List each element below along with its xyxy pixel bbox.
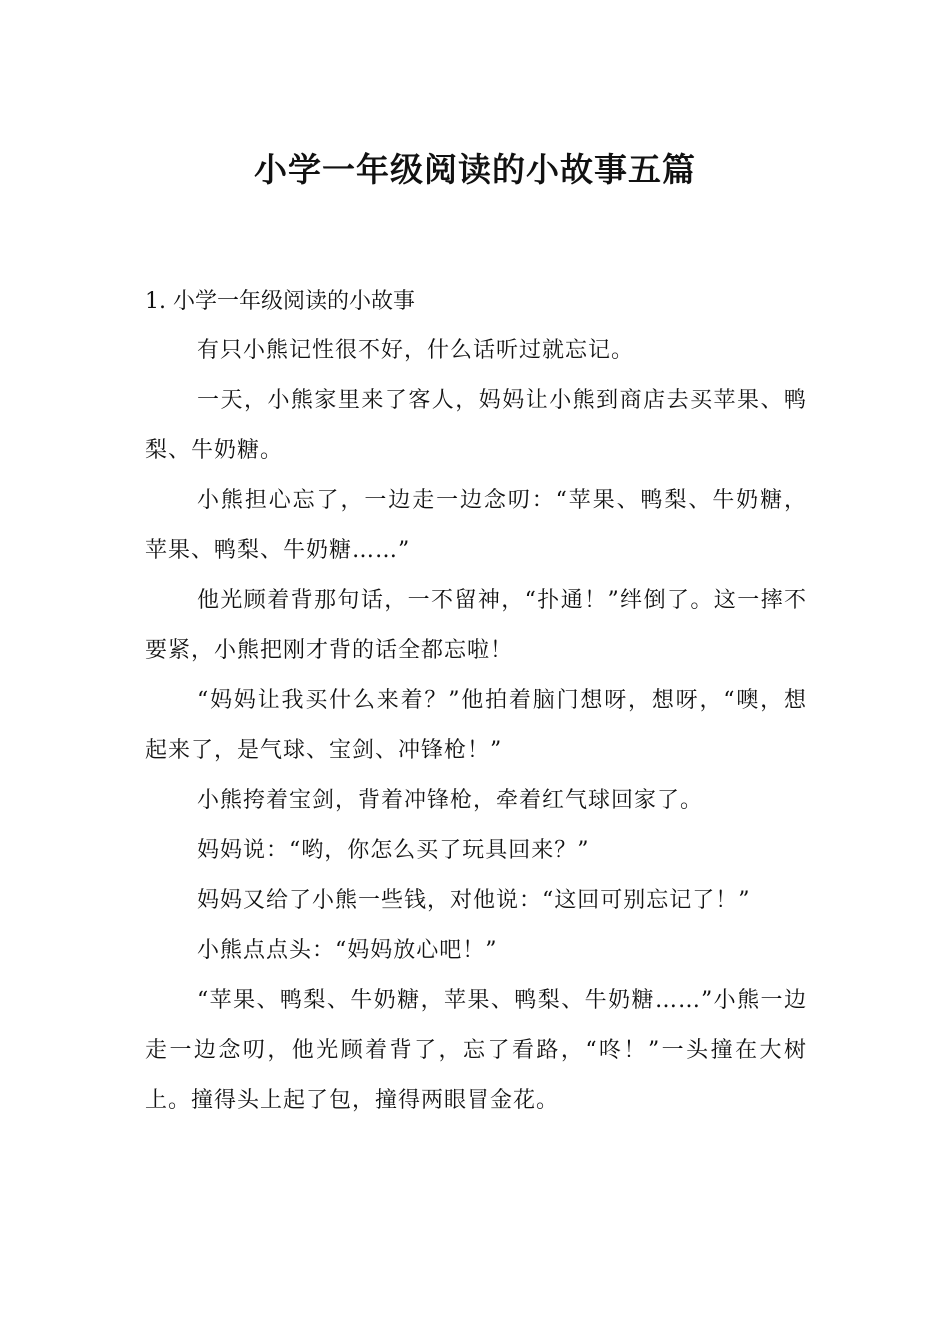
section-heading: 1. 小学一年级阅读的小故事 [145,289,415,314]
paragraph: “苹果、鸭梨、牛奶糖，苹果、鸭梨、牛奶糖……”小熊一边走一边念叨，他光顾着背了，忘了看路，“咚！”一头撞在大树上。撞得头上起了包，撞得两眼冒金花。 [145,988,807,1113]
paragraph: 小熊点点头：“妈妈放心吧！” [197,938,498,963]
paragraph: 有只小熊记性很不好，什么话听过就忘记。 [197,338,635,363]
paragraph: 妈妈又给了小熊一些钱，对他说：“这回可别忘记了！” [197,888,751,913]
paragraph: 妈妈说：“哟，你怎么买了玩具回来？” [197,838,590,863]
document-title: 小学一年级阅读的小故事五篇 [254,150,696,190]
document-body [145,278,807,1126]
paragraph: 小熊担心忘了，一边走一边念叨：“苹果、鸭梨、牛奶糖，苹果、鸭梨、牛奶糖……” [145,488,807,563]
paragraph: “妈妈让我买什么来着？”他拍着脑门想呀，想呀，“噢，想起来了，是气球、宝剑、冲锋枪！” [145,688,807,763]
paragraph: 小熊挎着宝剑，背着冲锋枪，牵着红气球回家了。 [197,788,704,813]
paragraph: 他光顾着背那句话，一不留神，“扑通！”绊倒了。这一摔不要紧，小熊把刚才背的话全都忘啦！ [145,588,807,663]
paragraph: 一天，小熊家里来了客人，妈妈让小熊到商店去买苹果、鸭梨、牛奶糖。 [145,388,807,463]
